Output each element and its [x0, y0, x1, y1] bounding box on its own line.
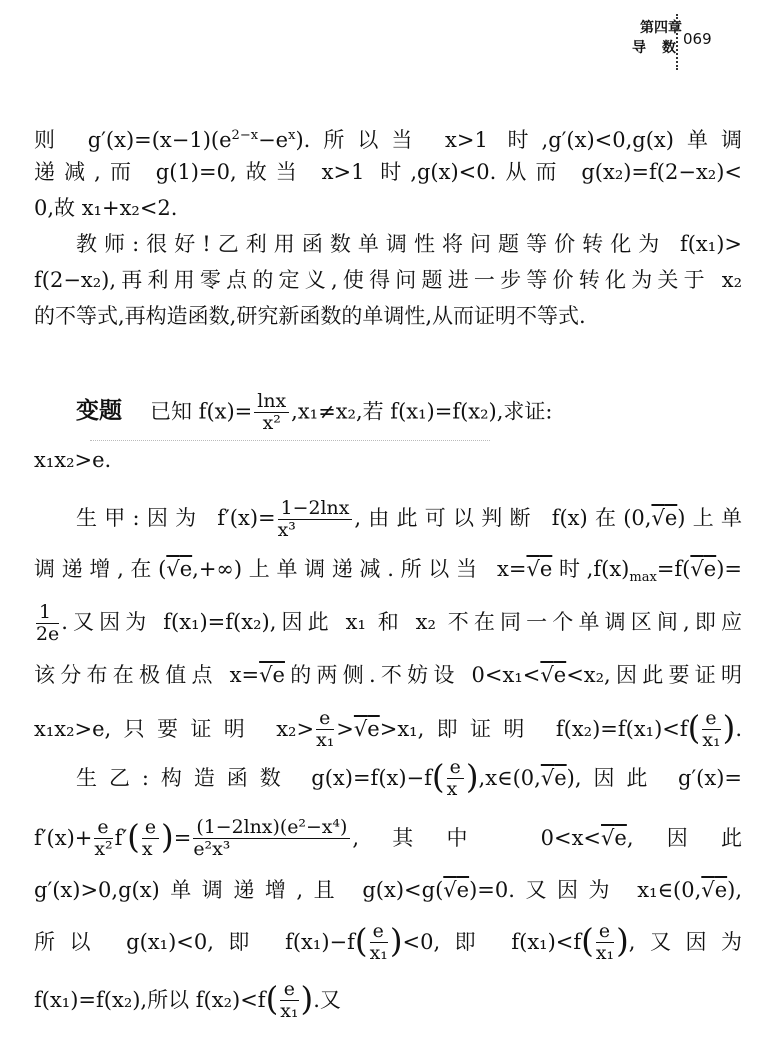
header-divider: [676, 14, 678, 70]
text-line: 生甲:因为 f′(x)= $\frac{1-2\ln x}{\text{x³}}$ ,由此可以判断 f(x)在(0,√e)上单: [76, 496, 742, 541]
chapter-label: 第四章: [640, 20, 682, 36]
text-line: f(x₁)=f(x₂),所以 f(x₂)<f( $\frac{e}{\text{x₁}}$ ).又: [34, 978, 341, 1023]
text-line: 教师:很好!乙利用函数单调性将问题等价转化为 f(x₁)>: [76, 232, 742, 256]
paragraph-1: [34, 118, 742, 226]
text-line: 则 $g'(x)=(x-1)(e^{2-x}-e^x)$.所以当 x>1 时,g′(x)<0,g(x)单调: [34, 128, 742, 152]
text-line: x₁x₂>e.: [34, 448, 112, 472]
text-line: 调递增,在(√e,+∞)上单调递减.所以当 x=√e时$,f(x)_{max}=f(√e)=$: [34, 557, 742, 586]
chapter-name: 导数: [632, 40, 692, 56]
student-b-solution: [34, 748, 742, 1028]
variant-problem: [34, 392, 742, 478]
text-line: 生乙:构造函数 g(x)=f(x)−f( $\frac{e}{x}$ ),x∈(0,√e),因此 g′(x)=: [76, 756, 742, 801]
text-line: f′(x)+ $\frac{e}{\text{x²}}$ f′( $\frac{e}{x}$ )= $\frac{\text{(1−2lnx)(e²−x⁴)}}{\text{e²x³}}$ ,其中 0<x<√e,因此: [34, 816, 742, 861]
text-line: 变题 已知 f(x)= $\frac{\ln x}{\text{x²}}$ ,x₁≠x₂,若 f(x₁)=f(x₂),求证:: [76, 390, 553, 434]
text-line: $\frac{1}{2e}$ .又因为 f(x₁)=f(x₂),因此 x₁ 和 x₂ 不在同一个单调区间,即应: [36, 600, 742, 645]
text-line: 递减,而 g(1)=0,故当 x>1 时,g(x)<0.从而 g(x₂)=f(2−x₂)<: [34, 160, 742, 184]
paragraph-2: [34, 226, 742, 334]
text-line: 的不等式,再构造函数,研究新函数的单调性,从而证明不等式.: [34, 304, 586, 328]
text-line: x₁x₂>e,只要证明 x₂> $\frac{e}{\text{x₁}}$ >√e>x₁,即证明 f(x₂)=f(x₁)<f( $\frac{e}{\text{x₁}}$ ).: [34, 707, 742, 752]
text-line: 0,故 x₁+x₂<2.: [34, 196, 178, 220]
text-line: g′(x)>0,g(x)单调递增,且 g(x)<g(√e)=0.又因为 x₁∈(0,√e),: [34, 878, 742, 902]
text-line: f(2−x₂),再利用零点的定义,使得问题进一步等价转化为关于 x₂: [34, 268, 742, 292]
page-number: 069: [683, 30, 712, 48]
page-header: [632, 18, 692, 58]
scan-noise: [90, 440, 490, 441]
text-line: 所以 g(x₁)<0,即 f(x₁)−f( $\frac{e}{\text{x₁}}$ )<0,即 f(x₁)<f( $\frac{e}{\text{x₁}}$ ),又因为: [34, 920, 742, 965]
student-a-solution: [34, 492, 742, 756]
text-line: 该分布在极值点 x=√e的两侧.不妨设 0<x₁<√e<x₂,因此要证明: [34, 663, 742, 687]
variant-title: 变题: [76, 398, 122, 425]
